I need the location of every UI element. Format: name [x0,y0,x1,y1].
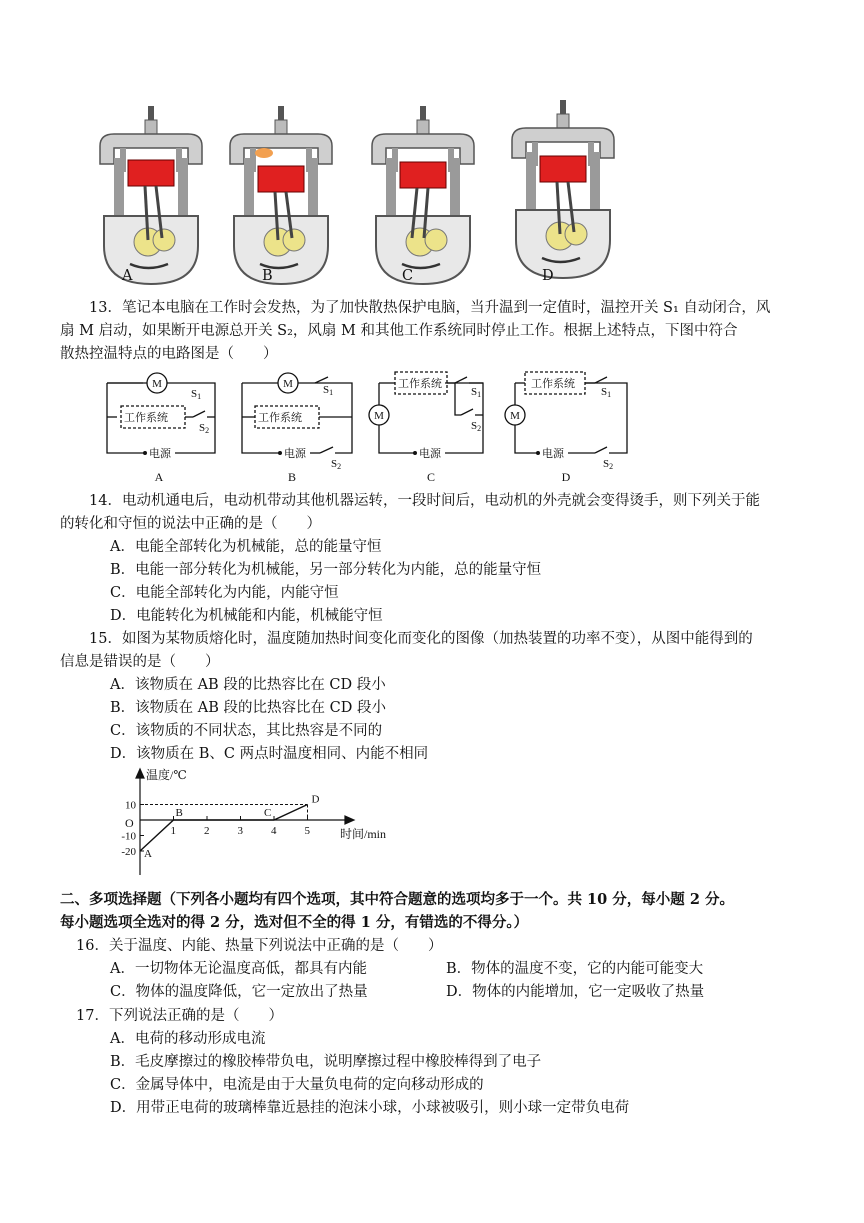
engine-label-c: C [402,268,414,284]
power-c: 电源 [419,448,441,460]
engine-label-b: B [262,268,273,284]
work-system-b: 工作系统 [258,412,302,424]
switch-s1-d: S1 [601,386,612,399]
q15-stem-line1: 15．如图为某物质熔化时，温度随加热时间变化而变化的图像（加热装置的功率不变），从图中能得到的 [89,631,753,647]
work-system-a: 工作系统 [124,412,168,424]
q16-option-d: D．物体的内能增加，它一定吸收了热量 [446,984,705,1000]
melting-curve-chart [110,765,387,880]
q14-option-a: A．电能全部转化为机械能，总的能量守恒 [110,539,382,555]
q15-option-a: A．该物质在 AB 段的比热容比在 CD 段小 [110,677,386,693]
q14-stem-line1: 14．电动机通电后，电动机带动其他机器运转，一段时间后，电动机的外壳就会变得烫手，则下列关于能 [89,493,760,509]
y-axis-label: 温度/℃ [146,768,187,782]
x-axis-label: 时间/min [340,827,387,841]
q13-stem-line2: 扇 M 启动，如果断开电源总开关 S₂，风扇 M 和其他工作系统同时停止工作。根据上述特点，下图中符合 [60,323,738,339]
motor-label-c: M [374,410,384,422]
power-b: 电源 [284,448,306,460]
y-tick-label--20: -20 [121,846,136,858]
engine-diagrams [90,100,730,290]
q16-option-b: B．物体的温度不变，它的内能可能变大 [446,961,704,977]
point-label-b: B [175,807,183,819]
x-tick-label-4: 4 [271,825,277,837]
motor-label-a: M [152,378,162,390]
circuit-label-a: A [154,470,164,484]
circuit-label-b: B [287,470,297,484]
q13-stem-line3: 散热控温特点的电路图是（ ） [60,346,278,362]
origin-label: O [125,816,134,830]
x-tick-label-3: 3 [237,825,243,837]
engine-label-d: D [542,268,554,284]
q17-stem: 17．下列说法正确的是（ ） [76,1008,283,1024]
work-system-d: 工作系统 [531,378,575,390]
point-label-d: D [311,793,320,806]
q14-stem-line2: 的转化和守恒的说法中正确的是（ ） [60,516,321,532]
q13-stem-line1: 13．笔记本电脑在工作时会发热，为了加快散热保护电脑，当升温到一定值时，温控开关 S₁ 自动闭合，风 [89,300,771,316]
q15-option-c: C．该物质的不同状态，其比热容是不同的 [110,723,383,739]
series-line [140,805,308,852]
q16-option-a: A．一切物体无论温度高低，都具有内能 [110,961,367,977]
switch-s2-b: S2 [331,458,342,471]
point-label-a: A [144,848,152,860]
circuit-label-d: D [561,470,571,484]
q17-option-c: C．金属导体中，电流是由于大量负电荷的定向移动形成的 [110,1077,484,1093]
q16-stem: 16．关于温度、内能、热量下列说法中正确的是（ ） [76,938,443,954]
q14-option-d: D．电能转化为机械能和内能，机械能守恒 [110,608,383,624]
power-a: 电源 [149,448,171,460]
switch-s1-b: S1 [323,384,334,397]
section2-heading-line2: 每小题选项全选对的得 2 分，选对但不全的得 1 分，有错选的不得分。） [60,914,529,931]
x-tick-label-2: 2 [204,825,210,837]
q13-circuit-diagrams [95,365,640,485]
q15-stem-line2: 信息是错误的是（ ） [60,654,220,670]
switch-s2-d: S2 [603,458,614,471]
circuit-label-c: C [426,470,436,484]
q17-option-b: B．毛皮摩擦过的橡胶棒带负电，说明摩擦过程中橡胶棒得到了电子 [110,1054,542,1070]
motor-label-d: M [510,410,520,422]
section2-heading-line1: 二、多项选择题（下列各小题均有四个选项，其中符合题意的选项均多于一个。共 10 分，每小题 2 分。 [60,891,734,908]
q15-option-d: D．该物质在 B、C 两点时温度相同、内能不相同 [110,746,429,762]
q15-option-b: B．该物质在 AB 段的比热容比在 CD 段小 [110,700,386,716]
motor-label-b: M [283,378,293,390]
y-tick-label--10: -10 [121,830,136,843]
work-system-c: 工作系统 [398,378,442,390]
q16-option-c: C．物体的温度降低，它一定放出了热量 [110,984,368,1000]
point-label-c: C [264,807,272,819]
q14-option-c: C．电能全部转化为内能，内能守恒 [110,585,339,601]
switch-s1-a: S1 [191,388,202,401]
y-tick-label-10: 10 [125,799,136,812]
switch-s2-a: S2 [199,422,210,435]
power-d: 电源 [542,448,564,460]
engine-label-a: A [122,268,133,284]
x-tick-label-5: 5 [304,825,310,837]
q17-option-a: A．电荷的移动形成电流 [110,1031,266,1047]
q17-option-d: D．用带正电荷的玻璃棒靠近悬挂的泡沫小球，小球被吸引，则小球一定带负电荷 [110,1100,630,1116]
switch-s2-c: S2 [471,420,482,433]
q14-option-b: B．电能一部分转化为机械能，另一部分转化为内能，总的能量守恒 [110,562,542,578]
switch-s1-c: S1 [471,386,482,399]
x-tick-label-1: 1 [170,825,176,837]
